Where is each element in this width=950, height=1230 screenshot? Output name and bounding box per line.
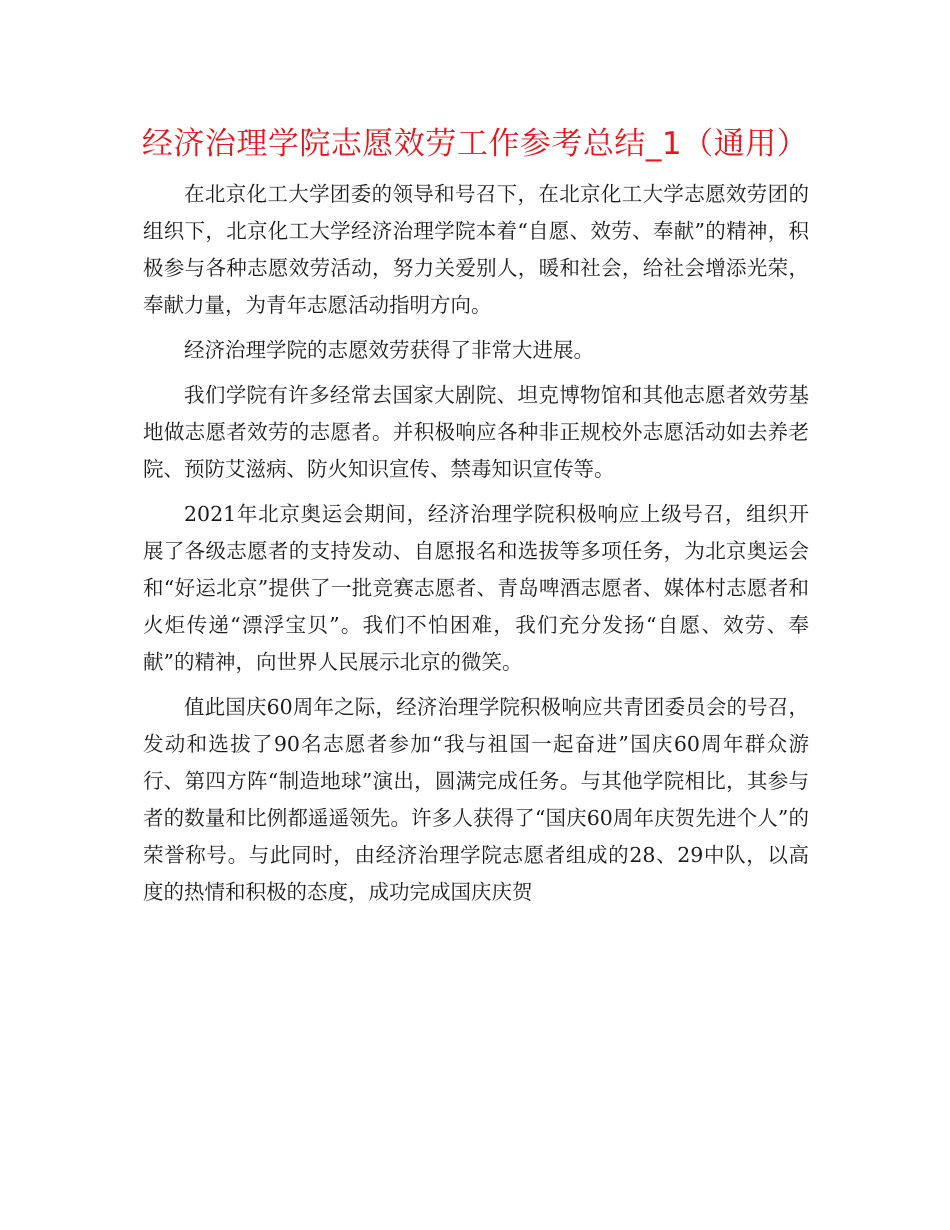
paragraph-1: 在北京化工大学团委的领导和号召下，在北京化工大学志愿效劳团的组织下，北京化工大学经济治理学院本着“自愿、效劳、奉献”的精神，积极参与各种志愿效劳活动，努力关爱别人，暖和社会，给社会增添光荣，奉献力量，为青年志愿活动指明方向。 [143,182,809,317]
paragraph-2: 经济治理学院的志愿效劳获得了非常大进展。 [184,338,594,362]
paragraph-5: 值此国庆60周年之际，经济治理学院积极响应共青团委员会的号召，发动和选拔了90名志愿者参加“我与祖国一起奋进”国庆60周年群众游行、第四方阵“制造地球”演出，圆满完成任务。与其他学院相比，其参与者的数量和比例都遥遥领先。许多人获得了“国庆60周年庆贺先进个人”的荣誉称号。与此同时，由经济治理学院志愿者组成的28、29中队，以高度的热情和积极的态度，成功完成国庆庆贺 [143,695,809,904]
document-title: 经济治理学院志愿效劳工作参考总结_1（通用） [141,126,809,162]
document-body [143,176,809,919]
paragraph-4: 2021年北京奥运会期间，经济治理学院积极响应上级号召，组织开展了各级志愿者的支持发动、自愿报名和选拔等多项任务，为北京奥运会和“好运北京”提供了一批竞赛志愿者、青岛啤酒志愿者、媒体村志愿者和火炬传递“漂浮宝贝”。我们不怕困难，我们充分发扬“自愿、效劳、奉献”的精神，向世界人民展示北京的微笑。 [143,502,809,674]
paragraph-3: 我们学院有许多经常去国家大剧院、坦克博物馆和其他志愿者效劳基地做志愿者效劳的志愿者。并积极响应各种非正规校外志愿活动如去养老院、预防艾滋病、防火知识宣传、禁毒知识宣传等。 [143,383,809,481]
